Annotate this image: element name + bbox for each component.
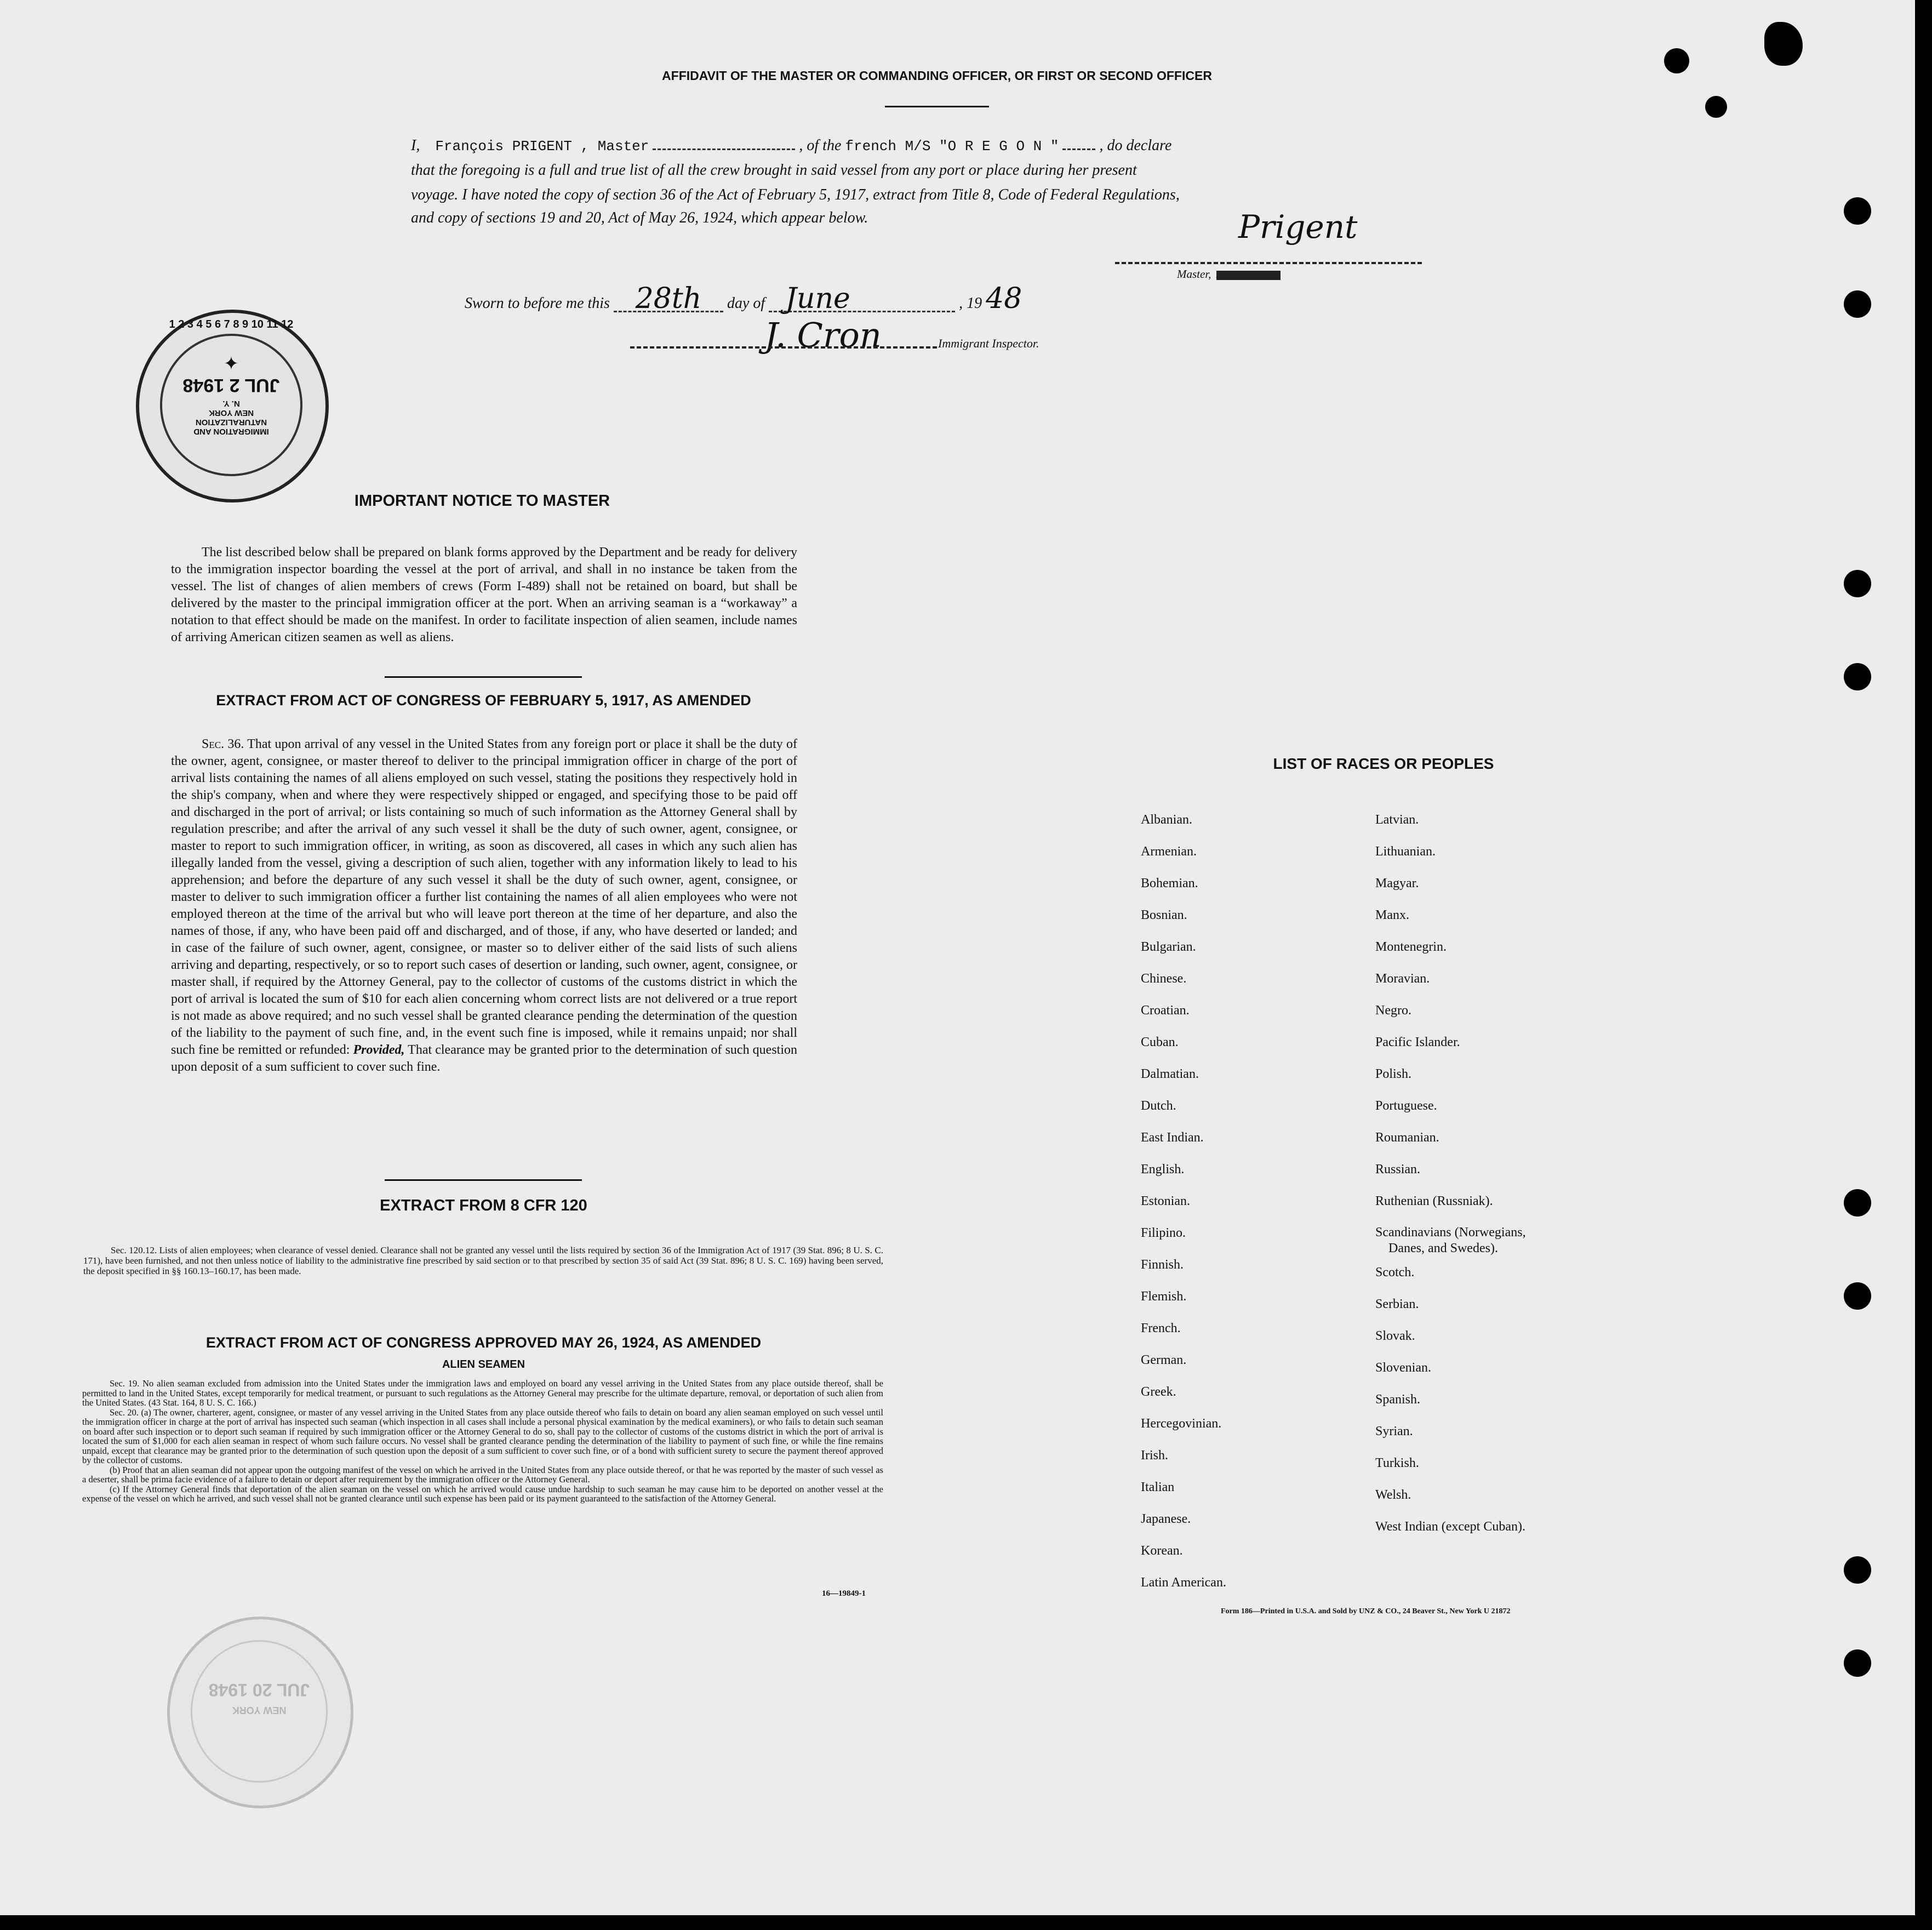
punch-hole-8	[1844, 1189, 1871, 1217]
race-item: Cuban.	[1141, 1035, 1179, 1049]
stamp-bottom-text-line-1: NEW YORK	[232, 1705, 287, 1716]
master-label: Master,	[1177, 267, 1211, 281]
stamp-bottom-date: JUL 20 1948	[208, 1680, 310, 1700]
notice-heading: IMPORTANT NOTICE TO MASTER	[354, 492, 610, 510]
extract-1917-provided: Provided,	[353, 1043, 405, 1057]
inspector-label: Immigrant Inspector.	[938, 336, 1039, 350]
race-item: Chinese.	[1141, 972, 1187, 986]
race-item: Bulgarian.	[1141, 940, 1196, 954]
race-item: Scandinavians (Norwegians,	[1375, 1225, 1526, 1240]
inspector-signature-line	[630, 346, 937, 349]
stamp-top-inner-text	[165, 351, 297, 436]
extract-1917-text	[171, 736, 797, 1076]
race-item: Magyar.	[1375, 876, 1419, 890]
extract-1917-body: That upon arrival of any vessel in the United States from any foreign port or place it shall be the duty of the owner, agent, consignee, or master thereof to deliver to the principal immigration officer in charge of the port of arrival lists containing the names of all aliens employed on such vessel, stating the positions they respectively hold in the ship's company, when and where they were respectively shipped or engaged, and specifying those to be paid off and discharged in the port of arrival; or lists containing so much of such information as the Attorney General shall by regulation prescribe; and after the arrival of any such vessel it shall be the duty of such owner, agent, consignee, or master to report to such immigration officer, in writing, as soon as discovered, all cases in which any such alien has illegally landed from the vessel, giving a description of such alien, together with any information likely to lead to his apprehension; and before the departure of any such vessel it shall be the duty of such owner, agent, consignee, or master to deliver to such immigration officer a further list containing the names of all alien employees who were not employed thereon at the time of the arrival but who will leave port thereon at the time of her departure, and also the names of those, if any, who have been paid off and discharged, and of those, if any, who have deserted or landed; and in case of the failure of such owner, agent, consignee, or master so to deliver either of the said lists of such aliens arriving and departing, respectively, or so to report such cases of desertion or landing, such owner, agent, consignee, or master shall, if required by the Attorney General, pay to the collector of customs of the customs district in which the port of arrival is located the sum of $10 for each alien concerning whom correct lists are not delivered or a true report is not made as above required; and no such vessel shall be granted clearance pending the determination of the question of the liability to the payment of such fine, and, in the event such fine is imposed, while it remains unpaid; nor shall such fine be remitted or refunded:	[171, 737, 797, 1057]
stamp-text-line-1: IMMIGRATION AND	[193, 427, 269, 436]
race-item: Greek.	[1141, 1385, 1176, 1399]
race-item: Scotch.	[1375, 1265, 1415, 1280]
stamp-date: JUL 2 1948	[182, 375, 280, 396]
punch-hole-5	[1844, 290, 1871, 318]
extract-1924-sec-20c: (c) If the Attorney General finds that deportation of the alien seaman on the vessel on which he arrived would cause undue hardship to such seaman he may cause him to be deported on another vessel at the expense of the vessel on which he arrived, and such vessel shall not be granted clearance until such expense has been paid or its payment guaranteed to the satisfaction of the Attorney General.	[82, 1483, 883, 1504]
race-item: Irish.	[1141, 1448, 1168, 1463]
race-item: Japanese.	[1141, 1512, 1191, 1526]
race-item: English.	[1141, 1162, 1185, 1177]
declaration-do-declare: , do declare	[1099, 137, 1172, 154]
sworn-day-of: day of	[727, 295, 765, 312]
extract-1917-rule	[385, 1179, 582, 1181]
race-item: Croatian.	[1141, 1003, 1190, 1018]
extract-1924-sec-20b: (b) Proof that an alien seaman did not appear upon the outgoing manifest of the vessel on which he arrived in the United States from any place outside thereof, or that he was reported by the master of such vessel as a deserter, shall be prima facie evidence of a failure to detain or deport after requirement by the immigration officer or the Attorney General.	[82, 1464, 883, 1484]
race-item: Polish.	[1375, 1067, 1412, 1081]
master-name-field: François PRIGENT , Master	[435, 138, 649, 155]
sworn-year-prefix: , 19	[959, 295, 982, 312]
extract-1924-sec-20a: Sec. 20. (a) The owner, charterer, agent, consignee, or master of any vessel arriving in the United States from any place outside thereof who fails to detain on board any alien seaman employed on such vessel until the immigration officer in charge at the port of arrival has inspected such seaman (which inspection in all cases shall include a personal physical examination by the medical examiners), or who fails to detain such seaman on board after such inspection or to deport such seaman if required by such immigration officer or the Attorney General to do so, shall pay to the collector of customs of the customs district in which the port of arrival is located the sum of $1,000 for each alien seaman in respect of whom such failure occurs. No vessel shall be granted clearance pending the determination of the liability to payment of such fine, or while the fine remains unpaid, except that clearance may be granted prior to the determination of such question upon the deposit of a sum sufficient to cover such fine, or of a bond with sufficient surety to secure the payment thereof approved by the collector of customs.	[82, 1407, 883, 1465]
race-item: Montenegrin.	[1375, 940, 1447, 954]
race-item: Manx.	[1375, 908, 1409, 922]
extract-1924-subheading: ALIEN SEAMEN	[442, 1358, 525, 1371]
master-signature: Prigent	[1238, 208, 1358, 245]
declaration-line-4: and copy of sections 19 and 20, Act of May 26, 1924, which appear below.	[411, 209, 868, 226]
declaration-line-1	[411, 133, 1171, 159]
race-item: Lithuanian.	[1375, 844, 1436, 859]
race-item: Portuguese.	[1375, 1099, 1437, 1113]
sworn-day: 28th	[614, 287, 723, 312]
inspector-signature: J. Cron	[764, 315, 882, 355]
sworn-prefix: Sworn to before me this	[465, 295, 610, 312]
race-item: Russian.	[1375, 1162, 1421, 1177]
race-item: Dutch.	[1141, 1099, 1176, 1113]
immigration-stamp-top	[136, 310, 329, 503]
sworn-line	[465, 282, 1022, 320]
races-heading: LIST OF RACES OR PEOPLES	[1273, 755, 1494, 772]
race-item: Roumanian.	[1375, 1130, 1439, 1145]
races-right-column	[1375, 804, 1660, 1543]
master-signature-line	[1115, 262, 1422, 264]
race-item: West Indian (except Cuban).	[1375, 1520, 1525, 1534]
form-printing-note: Form 186—Printed in U.S.A. and Sold by UNZ & CO., 24 Beaver St., New York U 21872	[1221, 1607, 1511, 1615]
race-item: Finnish.	[1141, 1258, 1184, 1272]
race-item: French.	[1141, 1321, 1181, 1335]
declaration-line-2: that the foregoing is a full and true list of all the crew brought in said vessel from any port or place during her present	[411, 162, 1137, 179]
race-item: Slovenian.	[1375, 1361, 1431, 1375]
sworn-year: 48	[986, 282, 1022, 315]
heading-rule	[885, 106, 989, 107]
race-item: Latin American.	[1141, 1575, 1226, 1590]
race-item: Albanian.	[1141, 813, 1192, 827]
sworn-month: June	[769, 287, 955, 312]
race-item: Korean.	[1141, 1544, 1183, 1558]
notice-text: The list described below shall be prepared on blank forms approved by the Department and be ready for delivery to the immigration inspector boarding the vessel at the port of arrival, and shall in no instance be taken from the vessel. The list of changes of alien members of crews (Form I-489) shall not be retained on board, but shall be delivered by the master to the principal immigration officer at the port. When an arriving seaman is a “workaway” a notation to that effect should be made on the manifest. In order to facilitate inspection of alien seamen, include names of arriving American citizen seamen as well as aliens.	[171, 545, 797, 644]
race-item: Estonian.	[1141, 1194, 1190, 1208]
affidavit-heading: AFFIDAVIT OF THE MASTER OR COMMANDING OFFICER, OR FIRST OR SECOND OFFICER	[662, 68, 1212, 83]
master-signature-label	[1177, 267, 1281, 281]
race-item: Syrian.	[1375, 1424, 1413, 1438]
immigration-stamp-bottom	[167, 1617, 353, 1808]
race-item: East Indian.	[1141, 1130, 1204, 1145]
race-item: Ruthenian (Russniak).	[1375, 1194, 1493, 1208]
cfr-text: Sec. 120.12. Lists of alien employees; when clearance of vessel denied. Clearance shall not be granted any vessel until the lists required by section 36 of the Immigration Act of 1917 (39 Stat. 896; 8 U. S. C. 171), have been furnished, and not then unless notice of liability to the administrative fine prescribed by said section or to that prescribed by section 35 of said Act (39 Stat. 896; 8 U. S. C. 169) having been served, the deposit specified in §§ 160.13–160.17, has been made.	[83, 1245, 883, 1276]
race-item: Serbian.	[1375, 1297, 1419, 1311]
race-item: Welsh.	[1375, 1488, 1411, 1502]
race-item: Spanish.	[1375, 1392, 1421, 1407]
cfr-heading: EXTRACT FROM 8 CFR 120	[380, 1197, 587, 1214]
extract-1924-text	[82, 1379, 883, 1504]
race-item: Bohemian.	[1141, 876, 1198, 890]
struck-officer-title: XXXXXXXXXXXX	[1216, 271, 1281, 280]
stamp-ring-numbers: 1 2 3 4 5 6 7 8 9 10 11 12	[169, 318, 294, 330]
race-item: German.	[1141, 1353, 1187, 1367]
punch-hole-2	[1705, 96, 1727, 118]
stamp-text-line-2: NATURALIZATION	[195, 418, 267, 427]
race-item: Filipino.	[1141, 1226, 1186, 1240]
punch-hole-9	[1844, 1282, 1871, 1310]
extract-1924-heading: EXTRACT FROM ACT OF CONGRESS APPROVED MAY 26, 1924, AS AMENDED	[205, 1334, 762, 1351]
race-item: Pacific Islander.	[1375, 1035, 1460, 1049]
punch-hole-6	[1844, 570, 1871, 597]
race-item: Bosnian.	[1141, 908, 1187, 922]
race-item: Italian	[1141, 1480, 1175, 1494]
declaration-line-3: voyage. I have noted the copy of section 36 of the Act of February 5, 1917, extract from Title 8, Code of Federal Regulations,	[411, 186, 1180, 203]
races-left-column	[1141, 804, 1349, 1598]
race-item: Flemish.	[1141, 1289, 1187, 1304]
declaration-of-the: , of the	[799, 137, 842, 154]
stamp-bottom-inner-text	[196, 1680, 322, 1716]
race-item: Negro.	[1375, 1003, 1411, 1018]
stamp-text-line-4: N. Y.	[222, 399, 240, 408]
notice-rule	[385, 676, 582, 678]
punch-hole-7	[1844, 663, 1871, 690]
race-item: Latvian.	[1375, 813, 1419, 827]
extract-1917-heading: EXTRACT FROM ACT OF CONGRESS OF FEBRUARY 5, 1917, AS AMENDED	[216, 692, 751, 709]
race-item: Turkish.	[1375, 1456, 1419, 1470]
punch-hole-4	[1844, 197, 1871, 225]
extract-1924-sec-19: Sec. 19. No alien seaman excluded from admission into the United States under the immigration laws and employed on board any vessel arriving in the United States from any place outside thereof, shall be permitted to land in the United States, except temporarily for medical treatment, or pursuant to such regulations as the Attorney General may prescribe for the ultimate departure, removal, or deportation of such alien from the United States. (43 Stat. 164, 8 U. S. C. 166.)	[82, 1378, 883, 1408]
extract-1924-code: 16—19849-1	[822, 1589, 866, 1598]
race-item: Danes, and Swedes).	[1388, 1241, 1498, 1255]
punch-hole-10	[1844, 1556, 1871, 1584]
race-item: Armenian.	[1141, 844, 1197, 859]
punch-hole-3	[1764, 22, 1803, 66]
race-item: Dalmatian.	[1141, 1067, 1199, 1081]
stamp-emblem-icon: ✦	[223, 352, 239, 373]
extract-1917-body-end: That clearance may be granted prior to the determination of such question upon deposit of a sum sufficient to cover such fine.	[171, 1043, 798, 1074]
vessel-name-field: french M/S "O R E G O N "	[845, 138, 1059, 155]
declaration-i: I,	[411, 137, 420, 154]
stamp-text-line-3: NEW YORK	[208, 408, 254, 418]
race-item: Moravian.	[1375, 972, 1430, 986]
punch-hole-11	[1844, 1649, 1871, 1677]
race-item: Hercegovinian.	[1141, 1417, 1222, 1431]
race-item: Slovak.	[1375, 1329, 1415, 1343]
punch-hole-1	[1664, 48, 1689, 73]
extract-1917-section-label: Sec. 36.	[202, 737, 244, 751]
